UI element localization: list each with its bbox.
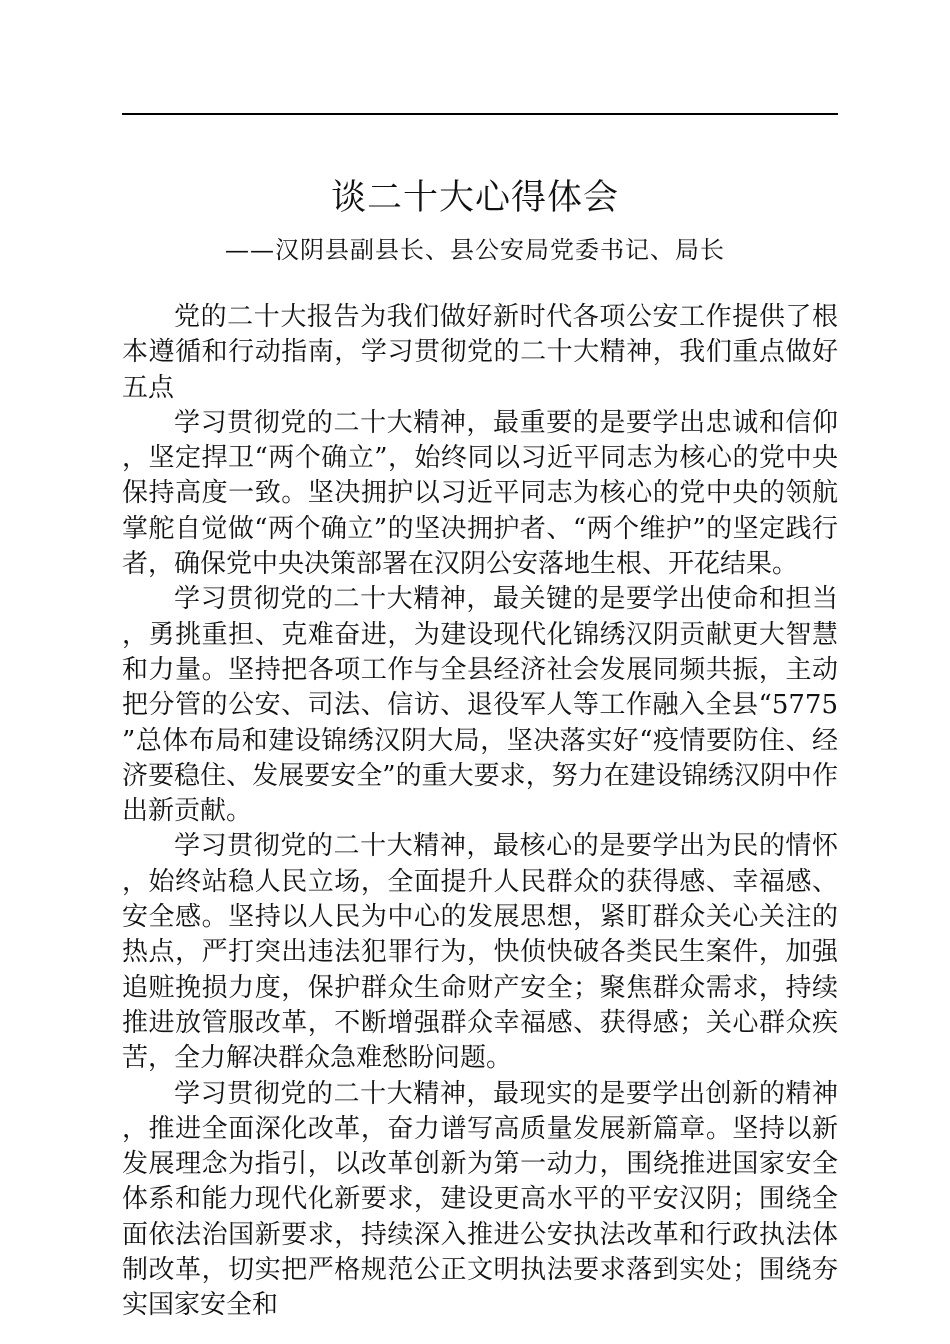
document-body <box>122 300 838 1324</box>
document-title: 谈二十大心得体会 <box>330 178 619 218</box>
paragraph-people: 学习贯彻党的二十大精神，最核心的是要学出为民的情怀，始终站稳人民立场，全面提升人民群众的获得感、幸福感、安全感。坚持以人民为中心的发展思想，紧盯群众关心关注的热点，严打突出违法犯罪行为，快侦快破各类民生案件，加强追赃挽损力度，保护群众生命财产安全；聚焦群众需求，持续推进放管服改革，不断增强群众幸福感、获得感；关心群众疾苦，全力解决群众急难愁盼问题。 <box>122 831 838 1074</box>
document-subtitle: ——汉阴县副县长、县公安局党委书记、局长 <box>225 236 725 264</box>
paragraph-innovation: 学习贯彻党的二十大精神，最现实的是要学出创新的精神，推进全面深化改革，奋力谱写高质量发展新篇章。坚持以新发展理念为指引，以改革创新为第一动力，围绕推进国家安全体系和能力现代化新要求，建设更高水平的平安汉阴；围绕全面依法治国新要求，持续深入推进公安执法改革和行政执法体制改革，切实把严格规范公正文明执法要求落到实处；围绕夯实国家安全和 <box>122 1078 838 1321</box>
header-rule <box>122 113 838 115</box>
paragraph-intro: 党的二十大报告为我们做好新时代各项公安工作提供了根本遵循和行动指南，学习贯彻党的二十大精神，我们重点做好五点 <box>122 302 838 403</box>
paragraph-loyalty: 学习贯彻党的二十大精神，最重要的是要学出忠诚和信仰，坚定捍卫“两个确立”，始终同以习近平同志为核心的党中央保持高度一致。坚决拥护以习近平同志为核心的党中央的领航掌舵自觉做“两个确立”的坚决拥护者、“两个维护”的坚定践行者，确保党中央决策部署在汉阴公安落地生根、开花结果。 <box>122 407 838 580</box>
paragraph-mission: 学习贯彻党的二十大精神，最关键的是要学出使命和担当，勇挑重担、克难奋进，为建设现代化锦绣汉阴贡献更大智慧和力量。坚持把各项工作与全县经济社会发展同频共振，主动把分管的公安、司法、信访、退役军人等工作融入全县“5775”总体布局和建设锦绣汉阴大局，坚决落实好“疫情要防住、经济要稳住、发展要安全”的重大要求，努力在建设锦绣汉阴中作出新贡献。 <box>122 584 838 827</box>
